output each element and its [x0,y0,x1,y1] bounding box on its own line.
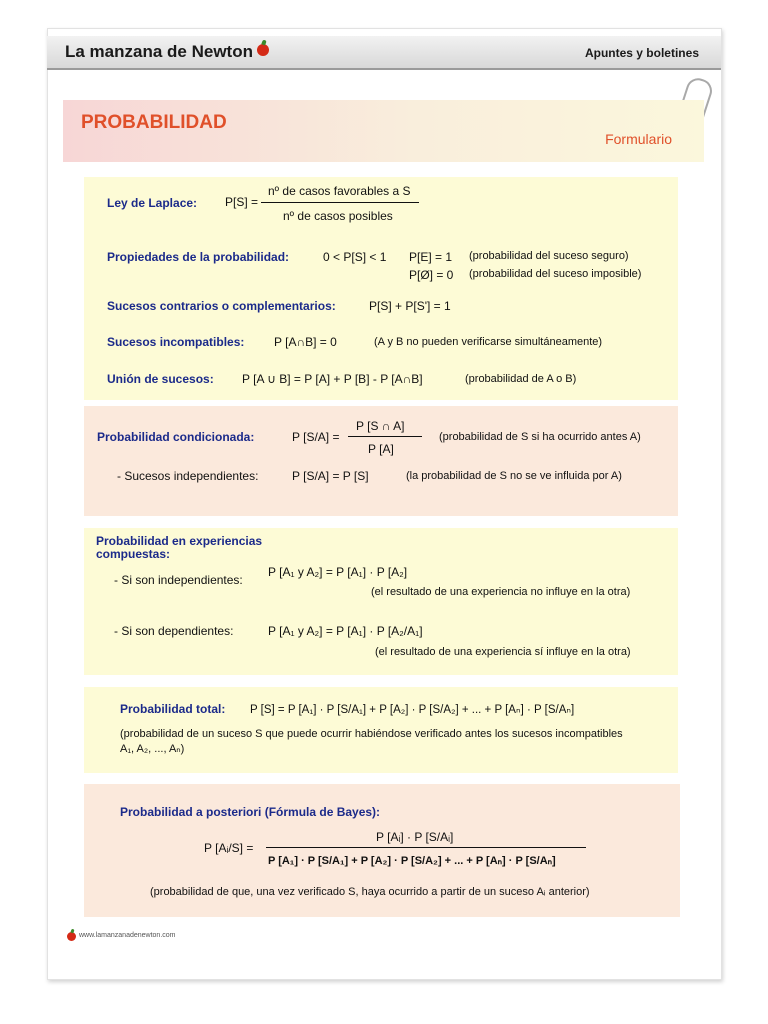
total-probability-note-line2: A₁, A₂, ..., Aₙ) [120,743,185,755]
total-probability-note-line1: (probabilidad de un suceso S que puede ocurrir habiéndose verificado antes los sucesos incompatibles [120,728,623,740]
complementary-formula: P[S] + P[S'] = 1 [369,299,451,313]
laplace-fraction-line [261,202,419,203]
total-probability-box [84,687,678,773]
section-name: Apuntes y boletines [584,46,699,60]
compound-independent-formula: P [A₁ y A₂] = P [A₁] · P [A₂] [268,565,408,579]
laplace-label: Ley de Laplace: [107,196,198,210]
compound-independent-note: (el resultado de una experiencia no influye en la otra) [371,586,631,598]
title-banner [63,100,704,162]
conditional-label: Probabilidad condicionada: [97,430,255,444]
laplace-numerator: nº de casos favorables a S [268,184,411,198]
laplace-denominator: nº de casos posibles [283,209,393,223]
union-note: (probabilidad de A o B) [465,373,577,385]
properties-label: Propiedades de la probabilidad: [107,250,290,264]
bayes-numerator: P [Aᵢ] · P [S/Aᵢ] [376,830,454,844]
conditional-note: (probabilidad de S si ha ocurrido antes A) [439,431,641,443]
conditional-numerator: P [S ∩ A] [356,419,405,433]
sure-event-formula: P[E] = 1 [409,250,453,264]
site-title [65,42,269,62]
union-formula: P [A ∪ B] = P [A] + P [B] - P [A∩B] [242,372,423,386]
compound-independent-label: - Si son independientes: [114,573,243,587]
properties-inequality: 0 < P[S] < 1 [323,250,387,264]
bayes-denominator: P [A₁] · P [S/A₁] + P [A₂] · P [S/A₂] + ... + P [Aₙ] · P [S/Aₙ] [268,855,556,867]
total-probability-formula: P [S] = P [A₁] · P [S/A₁] + P [A₂] · P [S/A₂] + ... + P [Aₙ] · P [S/Aₙ] [250,704,575,716]
union-label: Unión de sucesos: [107,372,214,386]
bayes-box [84,784,680,917]
conditional-denominator: P [A] [368,442,394,456]
bayes-fraction-line [266,847,586,848]
apple-icon [67,932,76,941]
incompatible-label: Sucesos incompatibles: [107,335,245,349]
independent-events-label: - Sucesos independientes: [117,469,259,483]
conditional-lhs: P [S/A] = [292,430,340,444]
page-title: PROBABILIDAD [81,112,227,133]
impossible-event-formula: P[Ø] = 0 [409,268,454,282]
total-probability-label: Probabilidad total: [120,702,226,716]
compound-label-line1: Probabilidad en experiencias [96,534,263,548]
footer-url: www.lamanzanadenewton.com [79,932,176,939]
apple-icon [257,44,269,56]
compound-box [84,528,678,675]
compound-label-line2: compuestas: [96,547,171,561]
laplace-lhs: P[S] = [225,195,259,209]
compound-dependent-note: (el resultado de una experiencia sí influye en la otra) [375,646,631,658]
compound-dependent-formula: P [A₁ y A₂] = P [A₁] · P [A₂/A₁] [268,624,423,638]
basic-formulas-box [84,177,678,400]
site-title-text: La manzana de Newton [65,42,253,61]
incompatible-formula: P [A∩B] = 0 [274,335,337,349]
conditional-fraction-line [348,436,422,437]
independent-events-formula: P [S/A] = P [S] [292,469,369,483]
independent-events-note: (la probabilidad de S no se ve influida por A) [406,470,622,482]
page-header [47,36,721,70]
bayes-lhs: P [Aᵢ/S] = [204,841,254,855]
incompatible-note: (A y B no pueden verificarse simultáneamente) [374,336,603,348]
complementary-label: Sucesos contrarios o complementarios: [107,299,336,313]
bayes-note: (probabilidad de que, una vez verificado S, haya ocurrido a partir de un suceso Aᵢ anterior) [150,886,590,898]
impossible-event-note: (probabilidad del suceso imposible) [469,268,642,280]
footer-link[interactable] [67,932,176,941]
bayes-label: Probabilidad a posteriori (Fórmula de Bayes): [120,805,381,819]
conditional-box [84,406,678,516]
compound-dependent-label: - Si son dependientes: [114,624,234,638]
page-subtitle: Formulario [605,131,672,147]
sure-event-note: (probabilidad del suceso seguro) [469,250,629,262]
